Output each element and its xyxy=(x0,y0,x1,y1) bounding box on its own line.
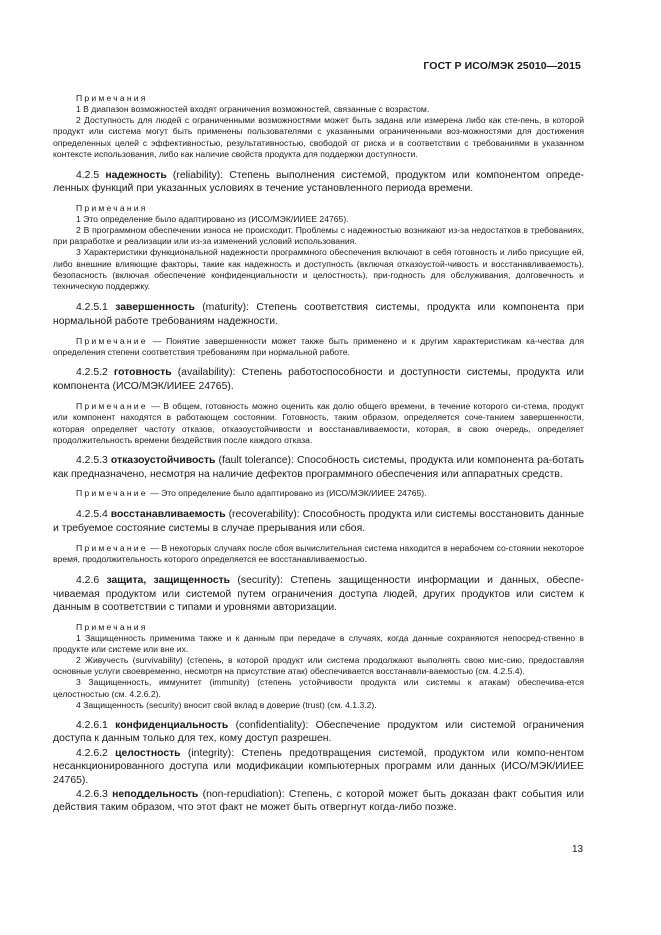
section-text: (integrity): Степень предотвращения системой, продуктом или компо-нентом несанкционированного доступа или модификации компьютерных программ или данных (ИСО/МЭК/ИИЕЕ 24765). xyxy=(53,747,584,786)
note-text: — В общем, готовность можно оценить как долю общего времени, в течение которого си-стема, продукт или компонент находятся в работающем состоянии. Готовность, таким образом, определяется соче-танием завершенности, которая определяет частоту отказов, отказоустойчивости и восстанавливаемости, которая, в свою очередь, определяет продолжительность времени бездействия после каждого отказа. xyxy=(53,401,584,445)
section-term: отказоустойчивость xyxy=(110,455,216,467)
section-note xyxy=(53,336,584,358)
notes-title: Примечания xyxy=(76,621,148,632)
section-4-2-6-2 xyxy=(53,747,584,787)
section-4-2-5-3 xyxy=(53,454,584,481)
note-text: — В некоторых случаях после сбоя вычислительная система находится в нерабочем со-стоянии некоторое время, продолжительность которого определяется ее восстанавливаемостью. xyxy=(53,542,584,565)
section-text: (recoverability): Способность продукта или системы восстановить данные и требуемое состояние системы в случае прерывания или сбоя. xyxy=(53,509,584,534)
section-term: восстанавливаемость xyxy=(110,509,226,521)
section-number: 4.2.5 xyxy=(76,170,100,182)
section-4-2-5-4 xyxy=(53,508,584,535)
section-text: (reliability): Степень выполнения системой, продуктом или компонентом опреде-ленных функций при указанных условиях в течение установленного периода времени. xyxy=(53,170,584,195)
section-text: (confidentiality): Обеспечение продуктом или системой ограничения доступа к данным только для тех, кому доступ разрешен. xyxy=(53,719,584,745)
note-item: 3 Защищенность, иммунитет (immunity) (степень устойчивости продукта или системы к атакам) обеспечива-ется целостностью (см. 4.2.6.2). xyxy=(53,677,584,699)
section-term: надежность xyxy=(105,170,167,182)
notes-block-2 xyxy=(53,202,584,292)
note-item: 1 В диапазон возможностей входят ограничения возможностей, связанные с возрастом. xyxy=(76,104,430,114)
section-4-2-5-2 xyxy=(53,366,584,393)
section-note xyxy=(53,401,584,446)
note-text: — Понятие завершенности может также быть применено и к другим характеристикам ка-чества для определения степени соответствия требованиям при нормальной работе. xyxy=(53,336,584,358)
section-text: (maturity): Степень соответствия системы, продукта или компонента при нормальной работе требованиям надежности. xyxy=(53,302,585,327)
section-term: готовность xyxy=(113,367,172,379)
section-4-2-5 xyxy=(53,169,584,196)
section-number: 4.2.5.4 xyxy=(76,509,108,521)
notes-block-3 xyxy=(53,621,584,711)
note-item: 1 Защищенность применима также и к данным при передаче в случаях, когда данные сохраняются непосред-ственно в продукте или системе или вне их. xyxy=(53,632,584,654)
section-term: конфиденциальность xyxy=(115,719,229,731)
notes-title: Примечания xyxy=(76,202,148,213)
section-number: 4.2.6.3 xyxy=(76,789,108,800)
note-label: Примечание xyxy=(76,542,148,553)
section-number: 4.2.5.1 xyxy=(76,302,108,314)
section-number: 4.2.6 xyxy=(76,575,100,587)
note-text: — Это определение было адаптировано из (ИСО/МЭК/ИИЕЕ 24765). xyxy=(147,487,427,498)
notes-block-1 xyxy=(53,93,584,160)
note-item: 4 Защищенность (security) вносит свой вклад в доверие (trust) (см. 4.1.3.2). xyxy=(76,699,377,710)
document-header: ГОСТ Р ИСО/МЭК 25010—2015 xyxy=(423,60,581,72)
note-label: Примечание xyxy=(76,401,148,412)
section-number: 4.2.6.2 xyxy=(76,747,108,759)
section-number: 4.2.6.1 xyxy=(76,719,108,731)
section-4-2-6 xyxy=(53,574,584,614)
note-item: 2 В программном обеспечении износа не происходит. Проблемы с надежностью возникают из-за недостатков в требованиях, при разработке и реализации или из-за изменений условий использования. xyxy=(53,225,584,247)
page-content xyxy=(53,90,585,815)
note-item: 3 Характеристики функциональной надежности программного обеспечения включают в себя готовность и либо присущие ей, либо внешние влияющие факторы, такие как надежность и доступность (включая отказоустой-чивость и восстанавливаемость), безопасность (включая обеспечение конфиденциальности и целостность), при-годность для обслуживания, долговечность и техническую поддержку. xyxy=(53,247,584,292)
section-4-2-6-1 xyxy=(53,719,584,746)
section-number: 4.2.5.3 xyxy=(76,455,108,467)
note-item: 2 Доступность для людей с ограниченными возможностями может быть задана или измерена либо как сте-пень, в которой продукт или система могут быть применены пользователями с указанными ограниченными воз-можностями для достижения определенных целей с эффективностью, результативностью, свободой от риска и в соответствии с требованиями в указанном контексте использования, либо как наличие свойств продукта для поддержки доступности. xyxy=(53,115,584,159)
note-item: 2 Живучесть (survivability) (степень, в которой продукт или система продолжают выполнять свою мис-сию, предоставляя основные услуги своевременно, несмотря на присутствие атак) обеспечивается восстанавли-ваемостью (см. 4.2.5.4). xyxy=(53,654,584,677)
page-number: 13 xyxy=(572,844,584,855)
section-number: 4.2.5.2 xyxy=(76,367,108,379)
section-term: неподдельность xyxy=(112,789,199,800)
section-text: (non-repudiation): Степень, с которой может быть доказан факт события или действия таким образом, что этот факт не может быть отвергнут когда-либо позже. xyxy=(53,789,585,814)
section-note xyxy=(53,543,584,565)
note-label: Примечание xyxy=(76,487,148,498)
section-text: (fault tolerance): Способность системы, продукта или компонента ра-ботать как предназначено, несмотря на наличие дефектов программного обеспечения или аппаратных средств. xyxy=(53,455,584,480)
section-4-2-6-3 xyxy=(53,788,584,815)
section-term: защита, защищенность xyxy=(106,575,231,587)
notes-title: Примечания xyxy=(76,93,148,103)
section-term: завершенность xyxy=(115,302,195,314)
note-item: 1 Это определение было адаптировано из (ИСО/МЭК/ИИЕЕ 24765). xyxy=(76,213,349,224)
section-text: (security): Степень защищенности информации и данных, обеспе-чиваемая продуктом или системой путем ограничения доступа людей, других продуктов или систем к данным в соответствии с типами и уровнями авторизации. xyxy=(53,575,584,614)
section-note xyxy=(53,488,584,499)
section-4-2-5-1 xyxy=(53,301,584,328)
section-text: (availability): Степень работоспособности и доступности системы, продукта или компонента (ИСО/МЭК/ИИЕЕ 24765). xyxy=(53,367,584,392)
note-label: Примечание xyxy=(76,336,148,347)
section-term: целостность xyxy=(115,747,181,759)
